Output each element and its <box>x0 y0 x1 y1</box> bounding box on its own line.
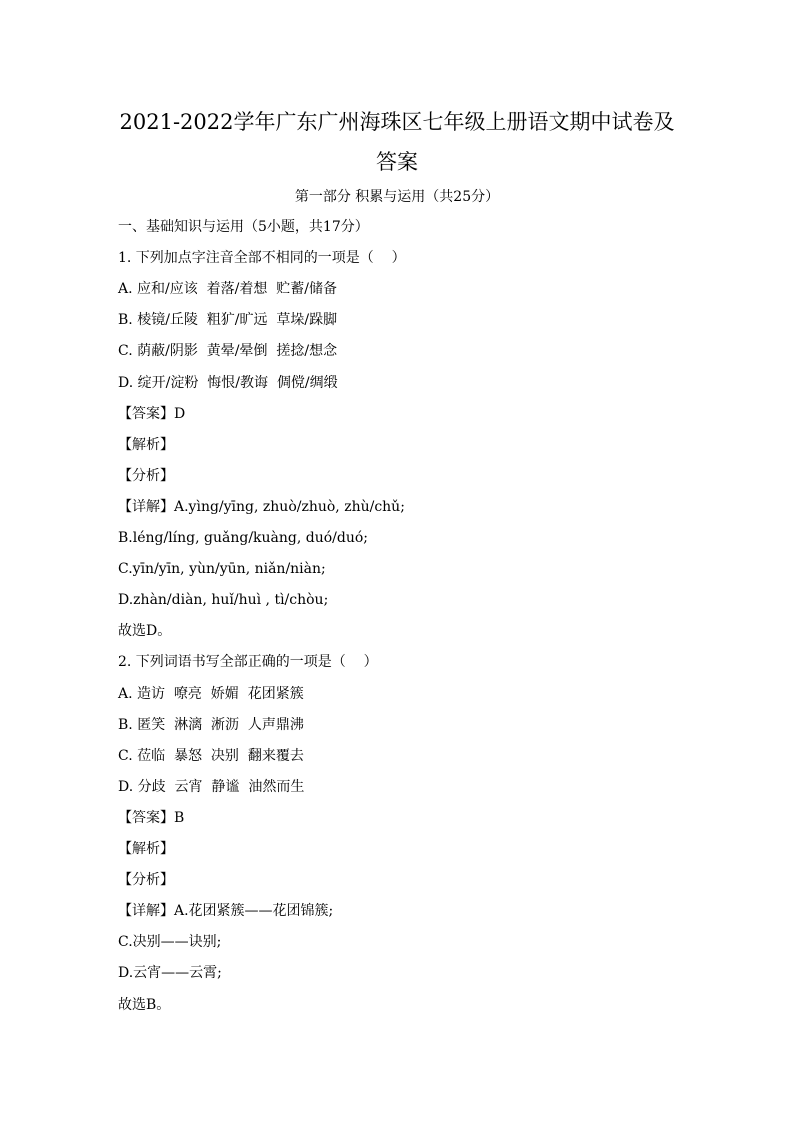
text-line: 2. 下列词语书写全部正确的一项是（ ） <box>118 654 378 671</box>
document-title-line-2: 答案 <box>376 150 418 174</box>
text-line: C.yīn/yīn, yùn/yūn, niǎn/niàn; <box>118 561 326 578</box>
text-line: C. 莅临 暴怒 决别 翻来覆去 <box>118 747 304 764</box>
text-line: 【详解】A.花团紧簇——花团锦簇; <box>118 903 334 920</box>
text-line: C. 荫蔽/阴影 黄晕/晕倒 搓捻/想念 <box>118 343 338 360</box>
text-line: D.zhàn/diàn, huǐ/huì , tì/chòu; <box>118 592 329 609</box>
text-line: A. 应和/应该 着落/着想 贮蓄/储备 <box>118 281 337 298</box>
text-line: 故选D。 <box>118 623 172 640</box>
part-heading: 第一部分 积累与运用（共25分） <box>294 189 500 205</box>
text-line: 1. 下列加点字注音全部不相同的一项是（ ） <box>118 250 406 267</box>
text-line: C.决别——诀别; <box>118 934 222 951</box>
text-line: 【分析】 <box>118 467 174 484</box>
text-line: D.云宵——云霄; <box>118 965 222 982</box>
text-line: 【详解】A.yìng/yīng, zhuò/zhuò, zhù/chǔ; <box>118 498 405 515</box>
document-title-line-1: 2021-2022学年广东广州海珠区七年级上册语文期中试卷及 <box>119 110 675 134</box>
text-line: 【答案】B <box>118 809 185 826</box>
text-line: B. 匿笑 淋漓 淅沥 人声鼎沸 <box>118 716 304 733</box>
text-line: D. 绽开/淀粉 悔恨/教诲 倜傥/绸缎 <box>118 374 338 391</box>
text-line: D. 分歧 云宵 静谧 油然而生 <box>118 778 305 795</box>
text-line: B. 棱镜/丘陵 粗犷/旷远 草垛/跺脚 <box>118 312 338 329</box>
text-line: B.léng/líng, guǎng/kuàng, duó/duó; <box>118 530 369 546</box>
text-line: 【答案】D <box>118 405 186 422</box>
text-line: 一、基础知识与运用（5小题，共17分） <box>118 219 369 235</box>
text-line: A. 造访 嘹亮 娇媚 花团紧簇 <box>118 685 304 702</box>
text-line: 故选B。 <box>118 996 171 1013</box>
text-line: 【解析】 <box>118 841 174 857</box>
text-line: 【分析】 <box>118 872 174 889</box>
text-line: 【解析】 <box>118 436 174 453</box>
